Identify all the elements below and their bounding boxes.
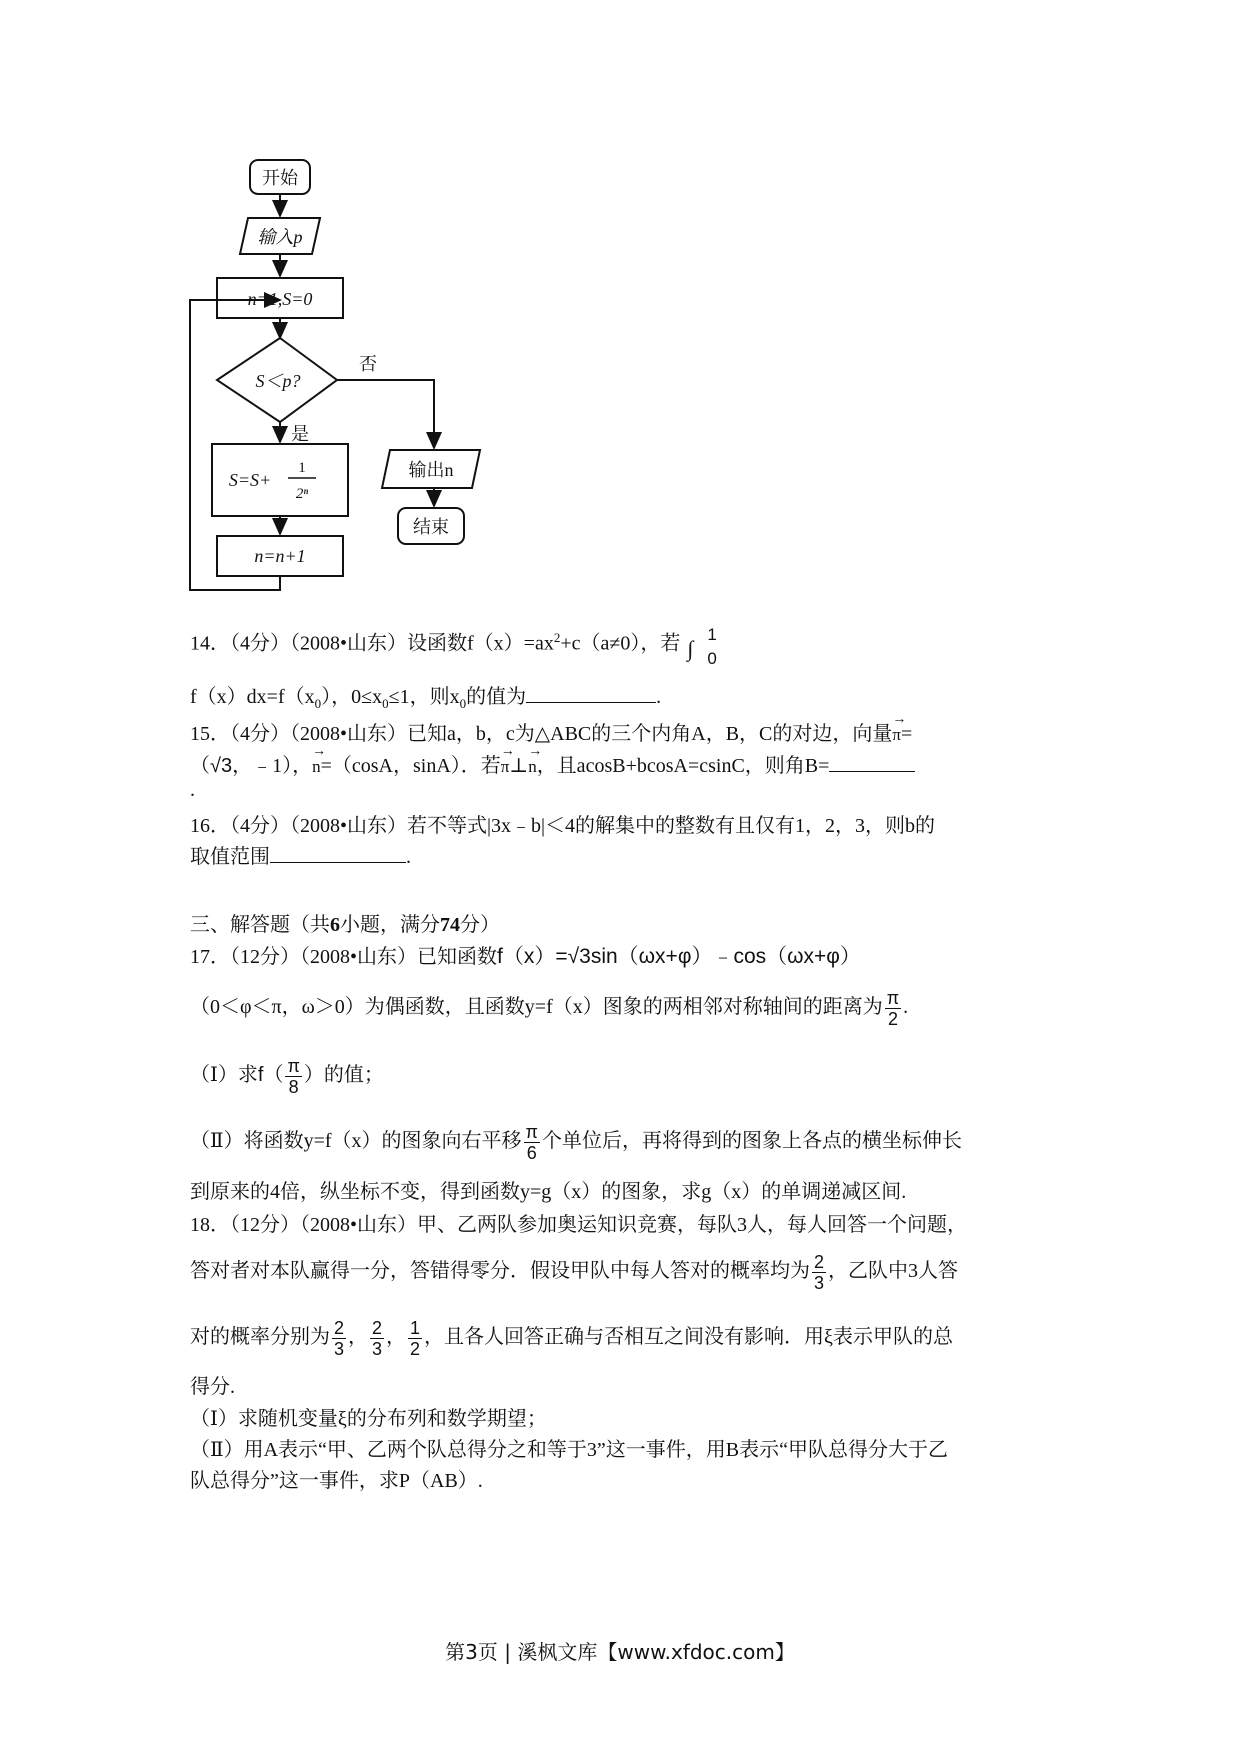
q15-vec-m2: → π	[501, 746, 510, 782]
q16-l2-end: .	[406, 846, 411, 868]
q17-frac-den: 2	[887, 1009, 898, 1029]
q18-part1: （Ⅰ）求随机变量ξ的分布列和数学期望；	[190, 1408, 547, 1430]
q14-l2-b: ），0≤x	[321, 686, 383, 708]
q17-line2	[190, 988, 908, 1029]
q15-vec-m: → π	[892, 714, 901, 750]
q17-l2-end: .	[903, 996, 909, 1019]
q17-p2-a: （Ⅱ）将函数y=f（x）的图象向右平移	[190, 1130, 522, 1153]
sec3-prefix: 三、解答题（共	[190, 914, 330, 936]
q15-l2-b: ，﹣1），	[232, 755, 313, 777]
q18-l2-den: 3	[814, 1273, 825, 1293]
q14-l2-end: .	[656, 686, 662, 708]
q15-line2	[190, 746, 915, 782]
q14-answer-blank[interactable]	[526, 682, 656, 703]
q17-formula: f（x）=√3sin（ωx+φ）﹣cos（ωx+φ）	[497, 945, 861, 968]
q14-sub0: 0	[314, 696, 322, 711]
q18-f2-den: 3	[372, 1339, 383, 1359]
q17-frac-pi-6	[524, 1122, 540, 1163]
q18-f1-num: 2	[334, 1318, 345, 1338]
q15-vec-n: → n	[312, 746, 321, 782]
q18-sep1: ，	[348, 1326, 369, 1349]
q14-line1	[190, 623, 725, 669]
q18-f2-num: 2	[372, 1318, 383, 1338]
q15-answer-blank[interactable]	[829, 751, 915, 772]
q18-l2-num: 2	[814, 1252, 825, 1272]
q18-line1: 18．（12分）（2008•山东）甲、乙两队参加奥运知识竞赛，每队3人，每人回答一个问题，	[190, 1214, 968, 1236]
q18-part2-line2: 队总得分”这一事件，求P（AB）.	[190, 1470, 483, 1492]
q18-frac2	[370, 1318, 384, 1359]
q17-p1-f: f（	[257, 1064, 284, 1087]
q14-text-a: 14．（4分）（2008•山东）设函数f（x）=ax	[190, 632, 554, 655]
q17-frac-pi-2	[885, 988, 901, 1029]
init-label: n=1,S=0	[247, 289, 313, 309]
q18-f3-num: 1	[410, 1318, 421, 1338]
update-s-den: 2ⁿ	[295, 486, 309, 502]
q18-frac-2-3	[812, 1252, 826, 1293]
q15-l2-a: （	[190, 755, 210, 777]
q14-sub2: 0	[459, 696, 467, 711]
q18-sep2: ，	[386, 1326, 407, 1349]
q15-sqrt: √3	[210, 755, 233, 777]
q18-f3-den: 2	[410, 1339, 421, 1359]
q17-frac-num: π	[886, 988, 900, 1008]
q18-l2-b: ，乙队中3人答	[828, 1260, 959, 1283]
q17-p1-close: ）	[303, 1064, 324, 1087]
q17-p1-num: π	[287, 1056, 300, 1076]
q15-eq: =	[900, 723, 913, 745]
update-s-label: S=S+	[228, 470, 272, 490]
start-label: 开始	[262, 168, 298, 188]
q14-l2-c: ≤1，则x	[388, 686, 460, 708]
q17-part2-line2: 到原来的4倍，纵坐标不变，得到函数y=g（x）的图象，求g（x）的单调递减区间.	[190, 1181, 907, 1203]
q14-sup: 2	[553, 630, 561, 645]
q15-line1	[190, 714, 912, 750]
q17-p2-num: π	[525, 1122, 538, 1142]
q18-line3	[190, 1318, 953, 1359]
q18-part2-line1: （Ⅱ）用A表示“甲、乙两个队总得分之和等于3”这一事件，用B表示“甲队总得分大于乙	[190, 1439, 949, 1461]
q14-integral	[685, 625, 725, 669]
q14-sub1: 0	[382, 696, 389, 711]
integral-sign: ∫	[687, 636, 694, 662]
no-label: 否	[359, 354, 377, 374]
q17-line1	[190, 942, 861, 972]
yes-label: 是	[291, 424, 309, 444]
sec3-middle: 小题，满分	[340, 914, 440, 936]
sec3-suffix: 分）	[460, 914, 500, 936]
input-label: 输入p	[257, 227, 303, 247]
q15-l2-d: ，且acosB+bcosA=csinC，则角B=	[536, 755, 830, 777]
q17-part2-line1	[190, 1122, 962, 1163]
q14-text-b: +c（a≠0），若	[560, 632, 681, 655]
q18-frac1	[332, 1318, 346, 1359]
q18-l3-b: 且各人回答正确与否相互之间没有影响．用ξ表示甲队的总	[444, 1326, 953, 1349]
q15-line3: .	[190, 779, 195, 801]
q18-l2-a: 答对者对本队赢得一分，答错得零分．假设甲队中每人答对的概率均为	[190, 1260, 810, 1283]
integral-lower: 0	[707, 649, 717, 669]
q17-p1-den: 8	[288, 1077, 299, 1097]
q17-part1	[190, 1056, 384, 1097]
section3-heading	[190, 910, 500, 940]
no-branch-line	[337, 380, 434, 448]
q18-line2	[190, 1252, 958, 1293]
q16-answer-blank[interactable]	[270, 842, 406, 863]
q14-l2-a: f（x）dx=f（x	[190, 686, 315, 708]
condition-label: S＜p?	[255, 371, 301, 391]
sec3-score: 74	[440, 914, 460, 936]
q17-l1-a: 17．（12分）（2008•山东）已知函数	[190, 946, 498, 968]
q18-f1-den: 3	[334, 1339, 345, 1359]
integral-upper: 1	[707, 625, 717, 645]
q17-frac-pi-8	[285, 1056, 301, 1097]
q16-l2: 取值范围	[190, 846, 270, 868]
q17-l2-a: （0＜φ＜π，ω＞0）为偶函数，且函数y=f（x）图象的两相邻对称轴间的距离为	[190, 996, 883, 1019]
q17-p2-den: 6	[526, 1143, 537, 1163]
update-s-num: 1	[298, 460, 306, 476]
q15-l1: 15．（4分）（2008•山东）已知a，b，c为△ABC的三个内角A，B，C的对边，向量	[190, 723, 893, 745]
q14-l2-d: 的值为	[466, 686, 527, 708]
update-n-label: n=n+1	[254, 546, 306, 566]
page-footer: 第3页 | 溪枫文库【www.xfdoc.com】	[445, 1640, 795, 1664]
q16-line1: 16．（4分）（2008•山东）若不等式|3x﹣b|＜4的解集中的整数有且仅有1，2，3，则b的	[190, 815, 936, 837]
output-label: 输出n	[408, 460, 454, 480]
q17-p1-b: 的值；	[323, 1064, 384, 1087]
q18-l3-a: 对的概率分别为	[190, 1326, 330, 1349]
q15-vec-n2: → n	[528, 746, 537, 782]
sec3-count: 6	[330, 914, 340, 936]
q16-line2	[190, 842, 411, 872]
q18-frac3	[408, 1318, 422, 1359]
q17-p2-b: 个单位后，再将得到的图象上各点的横坐标伸长	[541, 1130, 962, 1153]
q15-l2-c: =（cosA，sinA）．若	[320, 755, 501, 777]
q18-line4: 得分.	[190, 1376, 235, 1398]
end-label: 结束	[413, 517, 449, 537]
q17-p1-a: （Ⅰ）求	[190, 1064, 258, 1087]
q18-sep3: ，	[424, 1326, 445, 1349]
flowchart-diagram	[180, 158, 520, 598]
q15-perp: ⊥	[509, 755, 529, 777]
